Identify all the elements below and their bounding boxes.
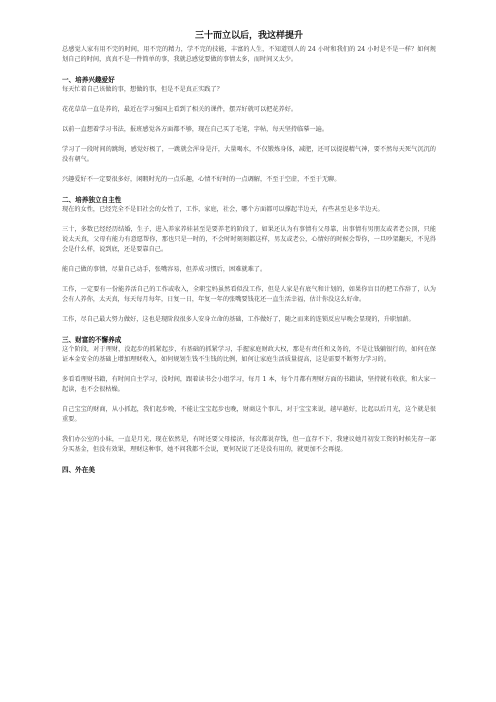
- section-1: [62, 75, 436, 185]
- section-4: [62, 465, 436, 475]
- paragraph: 工作，一定要有一份能养活自己的工作或收入，全职宝妈虽然看似没工作，但是人家是有底气和计划的，如果你盲目的把工作辞了，认为会有人养你，太天真，每天每月每年，日复一日，年复一年的张嘴要钱花还一直生活幸福，估计你没这么好命。: [62, 286, 436, 303]
- paragraph: 我们办公室的小妹，一直是月光，现在依然是，有时还要父母接济，每次都说存钱，但一直存不下，我建议她月初发工资的时候先存一部分买基金，但没有效果，理财这种事，她不问我都不会说，更何况说了还是没有用的，就更加不会再提。: [62, 436, 436, 453]
- paragraph: 学习了一段时间的跳绳，感觉好极了，一跳就会浑身是汗，大量喝水，不仅锻炼身体，减肥，还可以提提精气神，要不然每天死气沉沉的没有朝气。: [62, 146, 436, 163]
- section-heading: 二、培养独立自主性: [62, 196, 122, 204]
- paragraph: 工作，尽自己最大努力做好，这也是现阶段很多人安身立命的基础，工作做好了，随之而来的连锁反应早晚会显现的，升职加薪。: [62, 316, 415, 323]
- document-title: 三十而立以后，我这样提升: [194, 31, 303, 41]
- paragraph: 花花草草一直是养的，最近在学习强国上看到了相关的课件，摆弄好就可以把花养好。: [62, 106, 298, 113]
- section-heading: 四、外在美: [62, 466, 95, 474]
- paragraph: 这个阶段，对于理财，没起步的抓紧起步，有基础的抓紧学习，手握家庭财政大权，那是有责任和义务的，不是让钱躺银行的，如何在保证本金安全的基础上增加理财收入，如何规划生钱不生钱的比例，如何让家庭生活质量提高，这是需要不断努力学习的。: [62, 346, 436, 363]
- paragraph: 以前一直想着学习书法，报班感觉各方面都不够，现在自己买了毛笔，字帖，每天坚持临摹一遍。: [62, 126, 329, 133]
- intro-paragraph: 总感觉人家有用不完的时间，用不完的精力，学不完的技能，丰富的人生，不知道别人的 24 小时和我们的 24 小时是不是一样？如何规划自己的时间，真真不是一件简单的事，我就总感觉要做的事情太多，而时间又太少。: [62, 46, 436, 63]
- paragraph: 能自己做的事情，尽量自己动手，张嘴容易，但养成习惯后，困难就难了。: [62, 266, 267, 273]
- paragraph: 三十，多数已经经历结婚，生子，进入养家养娃甚至是要养老的阶段了，如果还认为有事情有父母靠，出事情有男朋友或者老公顶，只能说太天真，父母有能力有意愿帮你，那也只是一时的，不会时时刻刻都这样，男友或老公，心情好的时候会帮你，一旦吵架翻天，不见得会是什么样，说到底，还是要靠自己。: [62, 226, 436, 253]
- paragraph: 自己宝宝的财商，从小抓起，我们起步晚，不能让宝宝起步也晚，财商这个事儿，对于宝宝来说，越早越好，比起以后月光，这个就是很重要。: [62, 406, 436, 423]
- paragraph: 每天忙着自己该做的事，想做的事，但是不是真正实践了？: [62, 86, 223, 93]
- paragraph: 现在的女性，已经完全不是旧社会的女性了，工作，家庭，社会，哪个方面都可以撑起半边天，有些甚至是多半边天。: [62, 206, 384, 213]
- section-heading: 三、财富的不懈养成: [62, 336, 122, 344]
- document-page: [62, 30, 436, 475]
- paragraph: 兴趣爱好不一定要很多好，闲暇时光的一点乐趣，心情不好时的一点调解，不至于空虚，不至于无聊。: [62, 176, 341, 183]
- section-2: [62, 195, 436, 325]
- section-3: [62, 335, 436, 455]
- paragraph: 多看看理财书籍，有时间自主学习，没时间，跟着读书会小组学习，每月 1 本，每个月都有理财方面的书籍读，坚持就有收获，和大家一起读，也不会很枯燥。: [62, 376, 436, 393]
- section-heading: 一、培养兴趣爱好: [62, 76, 115, 84]
